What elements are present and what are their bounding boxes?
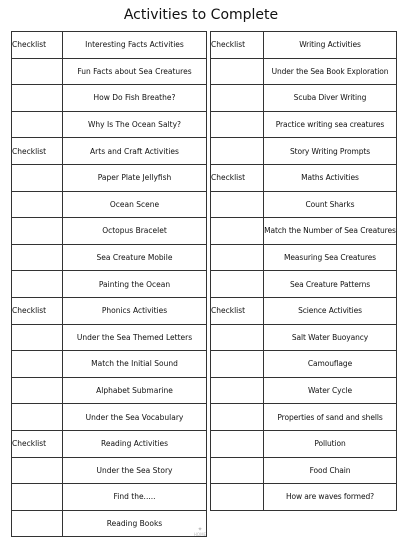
checkbox-cell[interactable] [211,457,264,484]
checklist-header: Checklist [12,32,63,59]
checkbox-cell[interactable] [12,324,63,351]
table-row [211,484,397,511]
table-row [211,430,397,457]
left-activities-table [11,31,207,537]
activity-item: Sea Creature Mobile [63,244,207,271]
activity-item: How are waves formed? [264,484,397,511]
activity-item: How Do Fish Breathe? [63,85,207,112]
section-heading: Writing Activities [264,32,397,59]
table-row [12,111,207,138]
activity-item: Match the Initial Sound [63,351,207,378]
activity-item: Find the..... [63,484,207,511]
checkbox-cell[interactable] [211,484,264,511]
table-row [12,324,207,351]
checkbox-cell[interactable] [12,404,63,431]
checkbox-cell[interactable] [12,58,63,85]
activity-item: Fun Facts about Sea Creatures [63,58,207,85]
table-row [12,244,207,271]
table-row [12,32,207,59]
activity-item: Under the Sea Themed Letters [63,324,207,351]
activity-item: Ocean Scene [63,191,207,218]
checkbox-cell[interactable] [12,457,63,484]
checkbox-cell[interactable] [12,111,63,138]
activity-item: Practice writing sea creatures [264,111,397,138]
table-row [12,351,207,378]
table-row [12,297,207,324]
activity-item: Reading Books [63,510,207,537]
table-row [211,58,397,85]
table-row [12,138,207,165]
table-row [211,138,397,165]
table-row [211,85,397,112]
activity-item: Painting the Ocean [63,271,207,298]
table-row [211,164,397,191]
table-row [211,218,397,245]
table-row [12,85,207,112]
checkbox-cell[interactable] [12,484,63,511]
activity-item: Water Cycle [264,377,397,404]
table-row [211,404,397,431]
checkbox-cell[interactable] [12,351,63,378]
section-heading: Phonics Activities [63,297,207,324]
checkbox-cell[interactable] [211,244,264,271]
section-heading: Maths Activities [264,164,397,191]
table-row [12,218,207,245]
activity-item: Food Chain [264,457,397,484]
checkbox-cell[interactable] [211,111,264,138]
table-row [12,510,207,537]
section-heading: Interesting Facts Activities [63,32,207,59]
checkbox-cell[interactable] [211,351,264,378]
table-row [211,191,397,218]
checkbox-cell[interactable] [211,138,264,165]
logo [183,527,217,553]
table-row [211,32,397,59]
activity-item: Why Is The Ocean Salty? [63,111,207,138]
checkbox-cell[interactable] [211,271,264,298]
checkbox-cell[interactable] [12,510,63,537]
table-row [12,430,207,457]
table-row [12,377,207,404]
activity-item: Alphabet Submarine [63,377,207,404]
table-row [12,191,207,218]
table-row [211,377,397,404]
page-title: Activities to Complete [123,7,279,23]
checkbox-cell[interactable] [12,164,63,191]
checklist-header: Checklist [211,164,264,191]
activity-item: Count Sharks [264,191,397,218]
activity-item: Under the Sea Story [63,457,207,484]
section-heading: Reading Activities [63,430,207,457]
table-row [12,484,207,511]
checkbox-cell[interactable] [211,191,264,218]
table-row [211,351,397,378]
activity-item: Match the Number of Sea Creatures [264,218,397,245]
checkbox-cell[interactable] [12,244,63,271]
table-row [12,404,207,431]
activity-item: Measuring Sea Creatures [264,244,397,271]
checkbox-cell[interactable] [211,377,264,404]
section-heading: Arts and Craft Activities [63,138,207,165]
table-row [211,324,397,351]
activity-item: Sea Creature Patterns [264,271,397,298]
activity-item: Pollution [264,430,397,457]
checkbox-cell[interactable] [211,218,264,245]
activity-item: Camouflage [264,351,397,378]
table-row [211,244,397,271]
checkbox-cell[interactable] [12,271,63,298]
checklist-header: Checklist [211,297,264,324]
table-row [211,271,397,298]
activity-item: Properties of sand and shells [264,404,397,431]
checklist-header: Checklist [12,430,63,457]
table-row [12,58,207,85]
checkbox-cell[interactable] [211,404,264,431]
table-row [12,164,207,191]
checkbox-cell[interactable] [211,85,264,112]
table-row [211,457,397,484]
checkbox-cell[interactable] [12,191,63,218]
activity-item: Scuba Diver Writing [264,85,397,112]
table-row [12,271,207,298]
checklist-header: Checklist [12,297,63,324]
right-activities-table [210,31,397,511]
checkbox-cell[interactable] [12,377,63,404]
table-row [12,457,207,484]
checkbox-cell[interactable] [211,430,264,457]
logo-mark-icon: ✦ [197,526,203,533]
checklist-header: Checklist [12,138,63,165]
section-heading: Science Activities [264,297,397,324]
table-row [211,111,397,138]
checkbox-cell[interactable] [12,85,63,112]
activity-item: Octopus Bracelet [63,218,207,245]
activity-item: Salt Water Buoyancy [264,324,397,351]
checkbox-cell[interactable] [211,58,264,85]
checkbox-cell[interactable] [211,324,264,351]
checkbox-cell[interactable] [12,218,63,245]
checklist-header: Checklist [211,32,264,59]
activity-item: Story Writing Prompts [264,138,397,165]
activity-item: Paper Plate Jellyfish [63,164,207,191]
activity-item: Under the Sea Book Exploration [264,58,397,85]
logo-text: HOME [193,532,207,537]
activity-item: Under the Sea Vocabulary [63,404,207,431]
table-row [211,297,397,324]
